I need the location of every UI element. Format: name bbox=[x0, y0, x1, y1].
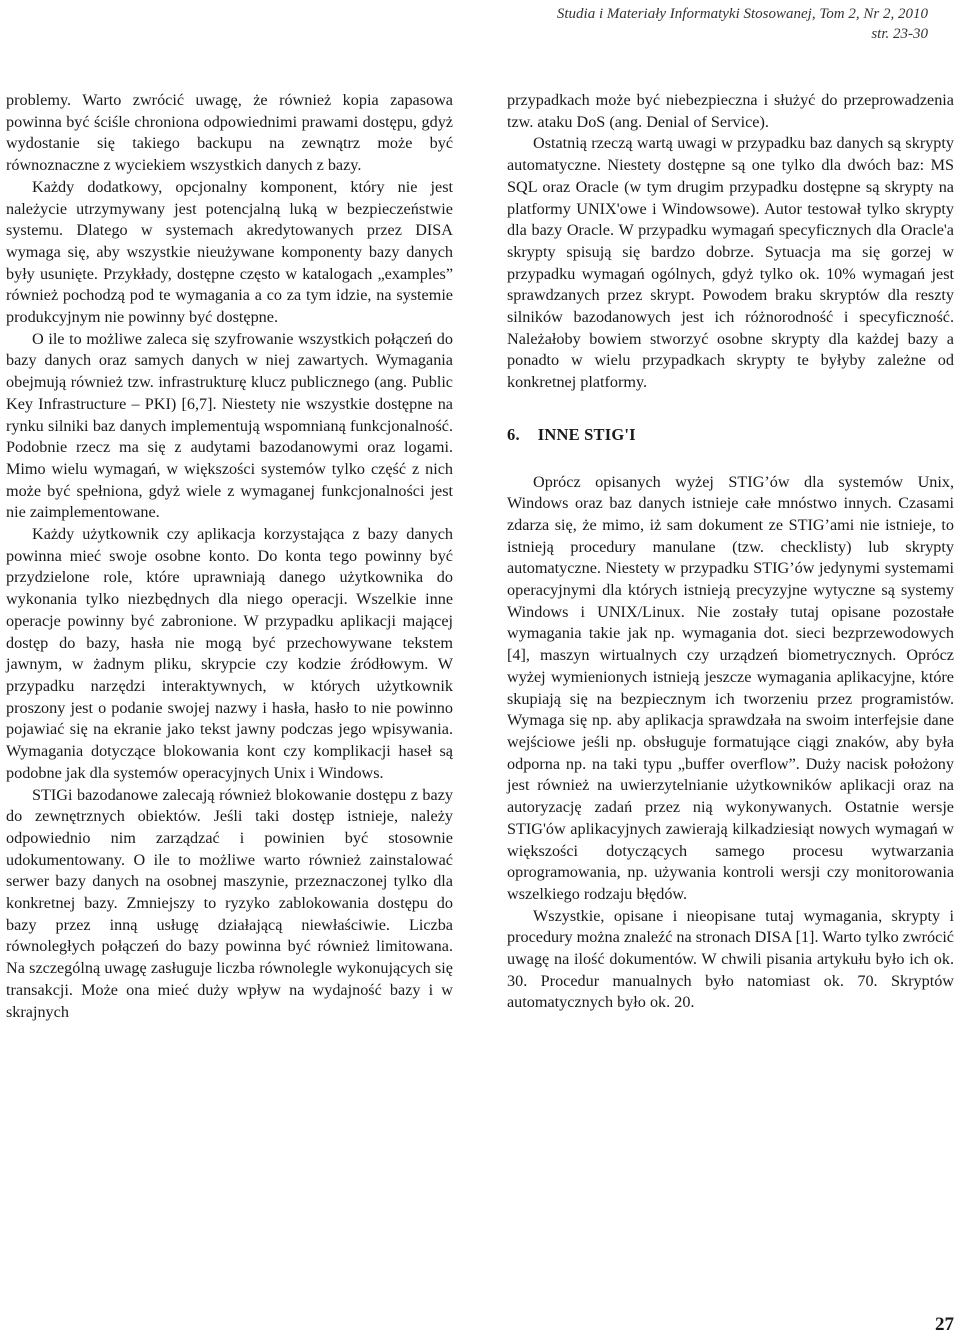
journal-title: Studia i Materiały Informatyki Stosowanej, Tom 2, Nr 2, 2010 bbox=[556, 6, 928, 22]
paragraph: Ostatnią rzeczą wartą uwagi w przypadku baz danych są skrypty automatyczne. Niestety dostępne są one tylko dla dwóch baz: MS SQL oraz Oracle (w tym drugim przypadku dostępne są skrypty na platformy UNIX'owe i Windowsowe). Autor testował tylko skrypty dla bazy Oracle. W przypadku wymagań specyficznych dla Oracle'a skrypty spisują się bardzo dobrze. Sytuacja ma się gorzej w przypadku wymagań ogólnych, gdyż tylko ok. 10% wymagań jest sprawdzanych przez skrypt. Powodem braku skryptów dla reszty silników bazodanowych jest ich różnorodność i specyficzność. Należałoby bowiem stworzyć osobne skrypty dla każdej bazy a ponadto w wielu przypadkach skrypty te byłyby zależne od konkretnej platformy. bbox=[507, 134, 954, 392]
running-header bbox=[428, 4, 928, 44]
section-title: INNE STIG'I bbox=[537, 424, 636, 444]
section-number: 6. bbox=[507, 424, 520, 444]
paragraph: Oprócz opisanych wyżej STIG’ów dla systemów Unix, Windows oraz baz danych istnieje całe mnóstwo innych. Czasami zdarza się, że mimo, iż sam dokument ze STIG’ami nie istnieje, to istnieją procedury manulane (tzw. checklisty) lub skrypty automatyczne. Niestety w przypadku STIG’ów jedynymi systemami operacyjnymi dla których istnieją precyzyjne wytyczne są systemy Windows i UNIX/Linux. Nie zostały tutaj opisane pozostałe wymagania takie jak np. wymagania dot. sieci bezprzewodowych [4], maszyn wirtualnych czy urządzeń biometrycznych. Oprócz wyżej wymienionych istnieją jeszcze wymagania aplikacyjne, które skupiają się na bezpiecznym ich tworzeniu przez programistów. Wymaga się np. aby aplikacja sprawdzała na swoim interfejsie dane wejściowe jeśli np. obsługuje formatujące ciągi znaków, aby była odporna np. na taki typu „buffer overflow”. Duży nacisk położony jest również na uwierzytelnianie użytkowników aplikacji oraz na autoryzację zadań przez nią wykonywanych. Ostatnie wersje STIG'ów aplikacyjnych zawierają kilkadziesiąt nowych wymagań w większości dotyczących samego procesu wytwarzania oprogramowania, np. używania kontroli wersji czy monitorowania wszelkiego rodzaju błędów. bbox=[507, 472, 954, 903]
page-number: 27 bbox=[935, 1314, 954, 1335]
paragraph: Każdy użytkownik czy aplikacja korzystająca z bazy danych powinna mieć swoje osobne konto. Do konta tego powinny być przydzielone role, które uprawniają danego użytkownika do wykonania tylko niezbędnych dla niego operacji. Wszelkie inne operacje powinny być zabronione. W przypadku aplikacji mającej dostęp do bazy, hasła nie mogą być przechowywane tekstem jawnym, w żadnym pliku, skrypcie czy kodzie źródłowym. W przypadku narzędzi interaktywnych, w których użytkownik proszony jest o podanie swojej nazwy i hasła, hasło to nie powinno pojawiać się na ekranie jako tekst jawny podczas jego wpisywania. Wymagania dotyczące blokowania kont czy komplikacji haseł są podobne jak dla systemów operacyjnych Unix i Windows. bbox=[6, 525, 453, 782]
paragraph: problemy. Warto zwrócić uwagę, że również kopia zapasowa powinna być ściśle chroniona odpowiednimi prawami dostępu, gdyż wydostanie się takiego backupu na zewnątrz może być równoznaczne z wyciekiem wszystkich danych z bazy. bbox=[6, 91, 453, 175]
right-column bbox=[507, 90, 954, 1014]
paragraph: Każdy dodatkowy, opcjonalny komponent, który nie jest należycie utrzymywany jest potencjalną luką w bezpieczeństwie systemu. Dlatego w systemach akredytowanych przez DISA wymaga się, aby wszystkie nieużywane komponenty bazy danych były usunięte. Przykłady, dostępne często w katalogach „examples” również pochodzą pod te wymagania a co za tym idzie, na systemie produkcyjnym nie powinny być dostępne. bbox=[6, 177, 453, 327]
page-range: str. 23-30 bbox=[871, 26, 928, 42]
paragraph: Wszystkie, opisane i nieopisane tutaj wymagania, skrypty i procedury można znaleźć na stronach DISA [1]. Warto tylko zwrócić uwagę na ilość dokumentów. W chwili pisania artykułu było ich ok. 30. Procedur manualnych było natomiast ok. 70. Skryptów automatycznych było ok. 20. bbox=[507, 906, 954, 1012]
paragraph: O ile to możliwe zaleca się szyfrowanie wszystkich połączeń do bazy danych oraz samych danych w niej zawartych. Wymagania obejmują również tzw. infrastrukturę klucz publicznego (ang. Public Key Infrastructure – PKI) [6,7]. Niestety nie wszystkie dostępne na rynku silniki baz danych implementują wspomnianą funkcjonalność. Podobnie rzecz ma się z audytami bazodanowymi oraz logami. Mimo wielu wymagań, w większości systemów tylko część z nich może być spełniona, gdyż wiele z wymaganej funkcjonalności jest nie zaimplementowane. bbox=[6, 329, 453, 522]
paragraph: przypadkach może być niebezpieczna i służyć do przeprowadzenia tzw. ataku DoS (ang. Denial of Service). bbox=[507, 91, 954, 131]
paragraph: STIGi bazodanowe zalecają również blokowanie dostępu z bazy do zewnętrznych obiektów. Jeśli taki dostęp istnieje, należy odpowiednio nim zarządzać i powinien być stosownie udokumentowany. O ile to możliwe warto również zainstalować serwer bazy danych na osobnej maszynie, przeznaczonej tylko dla konkretnej bazy. Zmniejszy to ryzyko zablokowania dostępu do bazy przez inną usługę działającą niewłaściwie. Liczba równoległych połączeń do bazy powinna być również limitowana. Na szczególną uwagę zasługuje liczba równolegle wykonujących się transakcji. Może ona mieć duży wpływ na wydajność bazy i w skrajnych bbox=[6, 785, 453, 1021]
section-heading bbox=[507, 424, 954, 446]
left-column bbox=[6, 90, 453, 1023]
